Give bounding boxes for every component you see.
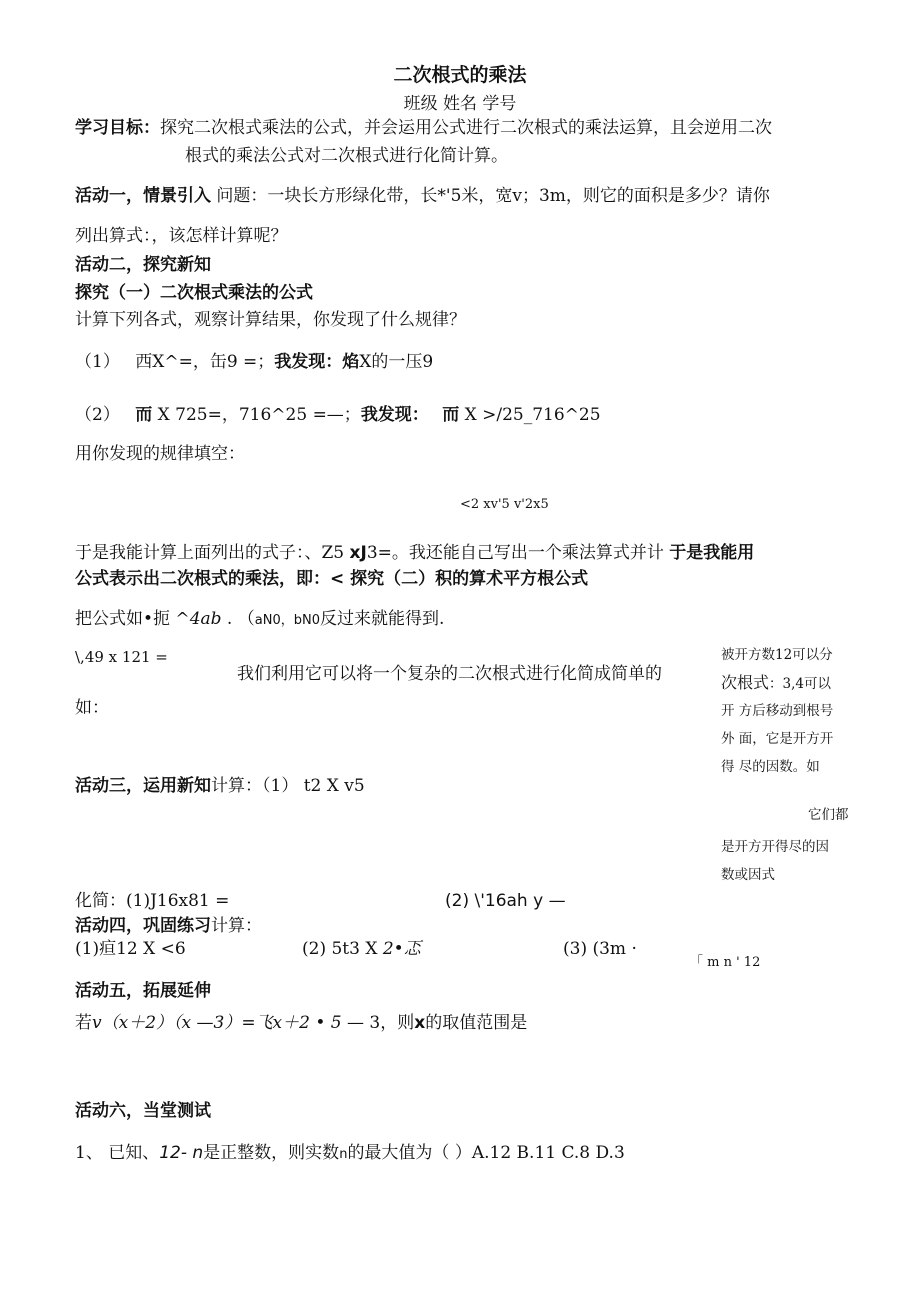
question1-number: （1） xyxy=(75,352,120,372)
question2-finding-text: X >/25_716^25 xyxy=(464,405,601,425)
question2-char: 而 xyxy=(135,405,153,425)
test-question1-prefix: 1、 已知、 xyxy=(75,1143,160,1163)
practice-problem2-expr: 2•忑 xyxy=(382,939,421,959)
calculation-continue: 3=。我还能自己写出一个乘法算式并计 xyxy=(366,543,670,563)
learning-objective-label: 学习目标： xyxy=(75,118,160,138)
question1-finding-char: 焰 xyxy=(342,352,360,372)
question2-finding-label: 我发现： xyxy=(360,405,429,425)
question1-expression: 西X^=，缶9 =； xyxy=(135,352,275,372)
sidenote-line1: 被开方数12可以分 xyxy=(721,647,833,663)
activity5-problem xyxy=(75,1012,527,1034)
sidenote-line7: 是开方开得尽的因 xyxy=(721,839,829,855)
test-question1-options: 的最大值为（ ）A.12 B.11 C.8 D.3 xyxy=(347,1143,625,1163)
calculation-line xyxy=(75,542,754,564)
reverse-formula-expr: 4ab xyxy=(189,609,222,629)
practice-problem2 xyxy=(302,938,421,960)
activity6-label: 活动六，当堂测试 xyxy=(75,1101,211,1121)
simplify-line xyxy=(75,890,229,912)
practice-problem3: (3) (3m · xyxy=(563,939,637,959)
sidenote-line2-b: ：3,4可以 xyxy=(769,676,831,692)
calculation-symbol: xJ xyxy=(349,543,367,563)
question2-expression: X 725=，716^25 =—； xyxy=(157,405,361,425)
simplify-problem1: (1)J16x81 = xyxy=(126,891,230,911)
activity1-label: 活动一，情景引入 xyxy=(75,186,211,206)
sidenote-line2-a: 次根式 xyxy=(721,673,770,692)
reverse-formula-dot: . （ xyxy=(221,609,255,629)
question1-line xyxy=(75,351,433,373)
example-label: 如： xyxy=(75,698,109,718)
simplify-label: 化简： xyxy=(75,891,126,911)
learning-objective-line2: 根式的乘法公式对二次根式进行化简计算。 xyxy=(185,146,508,166)
learning-objective-line1 xyxy=(75,117,772,139)
learning-objective-text: 探究二次根式乘法的公式，并会运用公式进行二次根式的乘法运算，且会逆用二次 xyxy=(160,118,772,138)
activity5-then: — 3，则 xyxy=(341,1013,415,1033)
multiplication-rule-line: 公式表示出二次根式的乘法，即：< 探究（二）积的算术平方根公式 xyxy=(75,569,589,589)
practice-problem3-tail: 「 m n ' 12 xyxy=(690,955,761,970)
test-question1-text: 是正整数，则实数 xyxy=(203,1143,340,1163)
simplify-problem2: (2) \'16ah y — xyxy=(445,891,566,911)
activity5-equation: v（x＋2）（x —3）=飞x＋2 • 5 xyxy=(92,1013,342,1033)
activity4-label: 活动四，巩固练习 xyxy=(75,916,211,936)
activity3-calc: 计算：（1） t2 X v5 xyxy=(211,776,365,796)
test-question1 xyxy=(75,1142,625,1166)
question1-finding-label: 我发现： xyxy=(274,352,343,372)
activity5-label: 活动五，拓展延伸 xyxy=(75,981,211,1001)
activity3-label: 活动三，运用新知 xyxy=(75,776,211,796)
practice-problem1: (1)疸12 X <6 xyxy=(75,939,186,959)
test-question1-expr: 12- n xyxy=(159,1143,204,1163)
activity4-line xyxy=(75,915,262,937)
sidenote-line6: 它们都 xyxy=(808,807,849,823)
question2-finding-char: 而 xyxy=(442,405,460,425)
sidenote-line8: 数或因式 xyxy=(721,867,775,883)
activity3-line xyxy=(75,775,365,797)
activity2-intro: 计算下列各式，观察计算结果，你发现了什么规律？ xyxy=(75,310,466,330)
simplify-explanation: 我们利用它可以将一个复杂的二次根式进行化简成简单的 xyxy=(237,664,662,684)
sidenote-line3: 开 方后移动到根号 xyxy=(721,703,834,719)
activity1-question: 问题：一块长方形绿化带，长*'5米，宽v；3m，则它的面积是多少？请你 xyxy=(211,186,770,206)
activity5-if: 若 xyxy=(75,1013,92,1033)
sidenote-line4: 外 面，它是开方开 xyxy=(721,731,834,747)
calculation-bold-tail: 于是我能用 xyxy=(669,543,755,563)
question2-number: （2） xyxy=(75,405,120,425)
activity4-calc: 计算： xyxy=(211,916,262,936)
question1-finding-text: X的一压9 xyxy=(359,352,434,372)
pattern-formula: <2 xv'5 v'2x5 xyxy=(460,497,549,512)
activity5-variable: x xyxy=(414,1013,426,1033)
example-expression: \,49 x 121 = xyxy=(75,648,168,666)
reverse-formula-condition: aN0，bN0 xyxy=(254,613,320,628)
activity1-line1 xyxy=(75,185,770,207)
activity2-label: 活动二，探究新知 xyxy=(75,255,211,275)
fill-instruction: 用你发现的规律填空： xyxy=(75,444,245,464)
class-name-number-line: 班级 姓名 学号 xyxy=(403,94,517,114)
question2-line xyxy=(75,404,601,426)
reverse-formula-tail: 反过来就能得到. xyxy=(319,609,445,629)
reverse-formula-text: 把公式如•扼 ^ xyxy=(75,609,190,629)
calculation-text: 于是我能计算上面列出的式子：、Z5 xyxy=(75,543,350,563)
explore1-heading: 探究（一）二次根式乘法的公式 xyxy=(75,283,313,303)
activity1-line2: 列出算式：，该怎样计算呢？ xyxy=(75,226,288,246)
test-question1-var: n xyxy=(339,1147,348,1162)
activity5-range: 的取值范围是 xyxy=(425,1013,528,1033)
sidenote-line2 xyxy=(721,669,831,698)
document-title: 二次根式的乘法 xyxy=(393,64,527,86)
practice-problem2-text: (2) 5t3 X xyxy=(302,939,383,959)
sidenote-line5: 得 尽的因数。如 xyxy=(721,759,820,775)
reverse-formula-line xyxy=(75,608,444,632)
